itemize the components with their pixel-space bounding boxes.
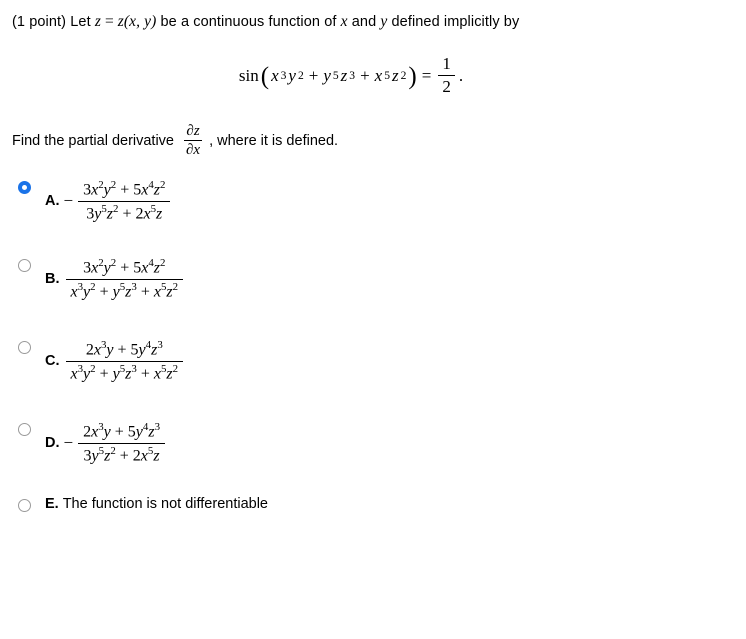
eq-term1-exp2: 2 <box>297 69 304 83</box>
choice-c[interactable] <box>10 339 732 383</box>
fraction-bar <box>184 140 202 141</box>
question-stem <box>12 12 732 33</box>
sin-function-name: sin <box>238 65 259 85</box>
choice-b-denominator: $x^3y^2 + y^5z^3 + x^5z^2$ <box>70 280 179 301</box>
choice-b-fraction <box>66 258 184 300</box>
stem-var-x: x <box>340 13 348 30</box>
choice-d-numerator: $2x^3y + 5y^4z^3$ <box>83 421 160 441</box>
choice-c-numerator: $2x^3y + 5y^4z^3$ <box>85 339 163 359</box>
choice-c-label: C. <box>45 353 60 370</box>
fraction-bar <box>438 75 455 76</box>
partial-denominator: ∂x <box>186 142 201 159</box>
choice-a-label: A. <box>45 193 60 210</box>
choice-d-fraction <box>78 422 165 464</box>
choice-d[interactable] <box>10 421 732 465</box>
choice-c-expression <box>64 340 186 382</box>
choice-c-denominator: $x^3y^2 + y^5z^3 + x^5z^2$ <box>70 362 179 383</box>
instruction-line <box>12 123 732 160</box>
choice-d-denominator: $3y^5z^2 + 2x^5z$ <box>83 444 160 465</box>
choice-e[interactable] <box>10 493 732 515</box>
eq-period: . <box>458 65 464 85</box>
rhs-denominator: 2 <box>442 77 451 97</box>
fraction-bar <box>78 443 165 444</box>
choice-d-sign: − <box>63 433 74 453</box>
stem-var-z: z <box>94 13 101 30</box>
rhs-fraction <box>438 55 455 97</box>
choice-d-expression <box>76 422 167 464</box>
find-suffix: , where it is defined. <box>209 132 339 149</box>
choice-c-fraction <box>66 340 184 382</box>
choice-a-expression <box>76 180 172 222</box>
eq-term2-exp2: 3 <box>349 69 356 83</box>
eq-term3-base: x <box>374 65 383 85</box>
choice-b-expression <box>64 258 186 300</box>
stem-text-1: Let <box>70 14 95 30</box>
radio-e[interactable] <box>18 499 31 512</box>
eq-term1-exp: 3 <box>280 69 287 83</box>
eq-term3-var2: z <box>392 65 399 85</box>
choice-e-text: The function is not differentiable <box>62 496 268 513</box>
eq-plus-1: + <box>308 65 319 85</box>
find-prefix: Find the partial derivative <box>12 132 174 149</box>
eq-term3-exp: 5 <box>384 69 390 83</box>
eq-term2-base: y <box>323 65 331 85</box>
implicit-equation: sin ( x 3 y 2 + y 5 z 3 + x 5 z 2 ) = $\frac{1}{2}$ . <box>238 53 464 97</box>
choice-b-label: B. <box>45 271 60 288</box>
choice-e-label: E. <box>45 496 59 513</box>
stem-equals: = <box>104 13 114 30</box>
stem-text-and: and <box>347 14 381 30</box>
radio-a[interactable] <box>18 181 31 194</box>
eq-term3-exp2: 2 <box>400 69 407 83</box>
fraction-bar <box>66 361 184 362</box>
choice-a-sign: − <box>63 191 74 211</box>
choice-a-fraction <box>78 180 170 222</box>
rhs-numerator: 1 <box>442 53 451 73</box>
choice-a-numerator: $3x^2y^2 + 5x^4z^2$ <box>83 179 166 199</box>
eq-plus-2: + <box>360 65 370 85</box>
fraction-bar <box>78 201 170 202</box>
stem-text-2: be a continuous function of <box>156 14 341 30</box>
choice-b[interactable] <box>10 257 732 301</box>
radio-b[interactable] <box>18 259 31 272</box>
radio-c[interactable] <box>18 341 31 354</box>
eq-term2-exp: 5 <box>332 69 339 83</box>
stem-zxy: z(x, y) <box>117 13 157 30</box>
stem-var-y: y <box>380 13 388 30</box>
partial-derivative-fraction <box>184 123 202 160</box>
partial-numerator: ∂z <box>186 122 200 139</box>
eq-equals: = <box>421 65 432 85</box>
points-label: (1 point) <box>12 14 67 30</box>
radio-d[interactable] <box>18 423 31 436</box>
choice-d-label: D. <box>45 435 60 452</box>
eq-term1-var2: y <box>288 65 296 85</box>
eq-term1-base: x <box>271 65 279 85</box>
stem-text-3: defined implicitly by <box>387 14 520 30</box>
choice-b-numerator: $3x^2y^2 + 5x^4z^2$ <box>83 257 166 277</box>
fraction-bar <box>66 279 184 280</box>
answer-choices <box>10 179 732 515</box>
choice-a[interactable] <box>10 179 732 223</box>
choice-a-denominator: $3y^5z^2 + 2x^5z$ <box>86 202 163 223</box>
eq-term2-var2: z <box>340 65 348 85</box>
